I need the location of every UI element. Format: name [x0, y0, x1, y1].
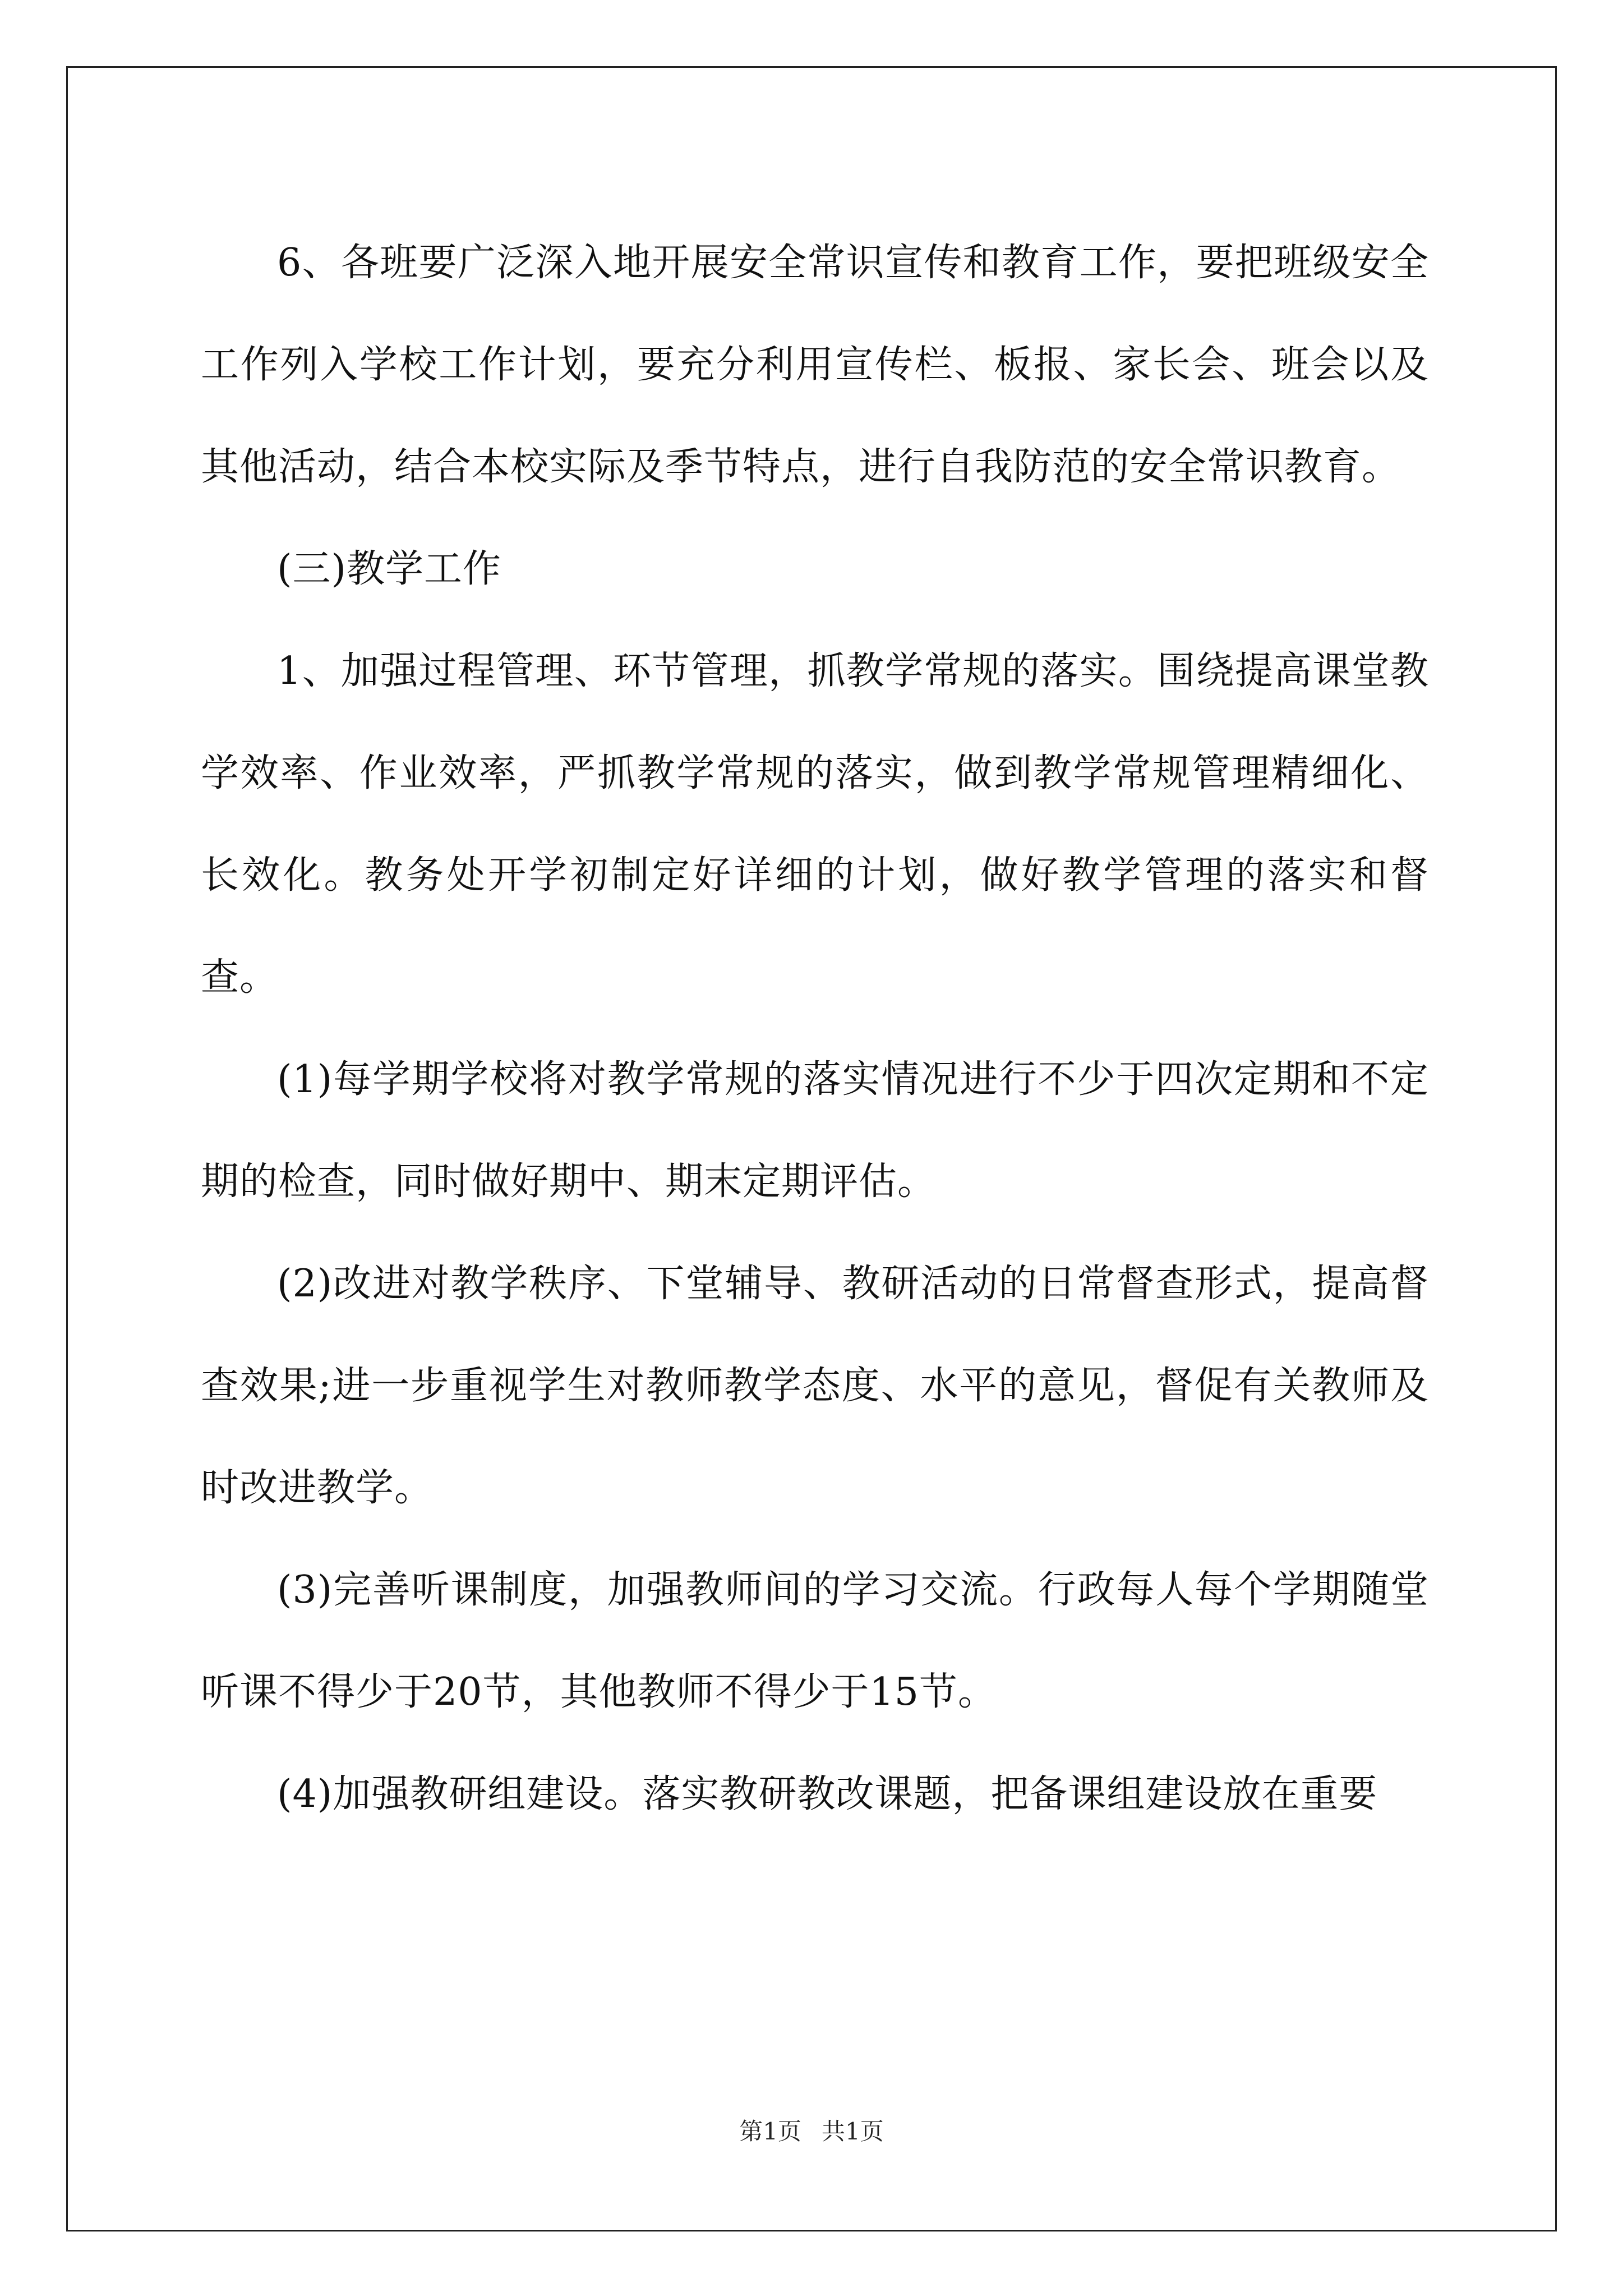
page-number-total: 共1页 — [822, 2118, 884, 2145]
paragraph-process-management: 1、加强过程管理、环节管理，抓教学常规的落实。围绕提高课堂教学效率、作业效率，严抓教学常规的落实，做到教学常规管理精细化、长效化。教务处开学初制定好详细的计划，做好教学管理的落实和督查。 — [201, 649, 1429, 1000]
section-heading-teaching: (三)教学工作 — [277, 547, 502, 591]
paragraph-supervision: (2)改进对教学秩序、下堂辅导、教研活动的日常督查形式，提高督查效果;进一步重视学生对教师教学态度、水平的意见，督促有关教师及时改进教学。 — [201, 1262, 1429, 1510]
paragraph-research-group: (4)加强教研组建设。落实教研教改课题，把备课组建设放在重要 — [277, 1772, 1378, 1816]
paragraph-lesson-observation: (3)完善听课制度，加强教师间的学习交流。行政每人每个学期随堂听课不得少于20节，其他教师不得少于15节。 — [201, 1568, 1429, 1714]
paragraph-safety-education: 6、各班要广泛深入地开展安全常识宣传和教育工作，要把班级安全工作列入学校工作计划，要充分利用宣传栏、板报、家长会、班会以及其他活动，结合本校实际及季节特点，进行自我防范的安全常识教育。 — [201, 241, 1429, 489]
paragraph-inspection: (1)每学期学校将对教学常规的落实情况进行不少于四次定期和不定期的检查，同时做好期中、期末定期评估。 — [201, 1057, 1429, 1204]
page-number-current: 第1页 — [739, 2118, 801, 2145]
page-footer — [0, 2115, 1623, 2148]
document-body — [201, 212, 1429, 1846]
